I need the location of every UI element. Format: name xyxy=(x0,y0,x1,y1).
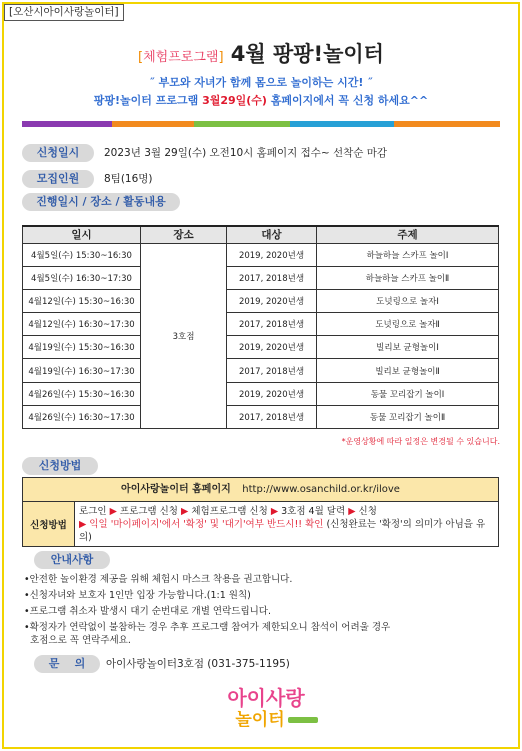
apply-warning: 익일 '마이페이지'에서 '확정' 및 '대기'여부 반드시!! 확인 xyxy=(89,519,324,530)
apply-site-header xyxy=(23,478,498,502)
cell-target: 2017, 2018년생 xyxy=(227,266,317,289)
page-title xyxy=(0,38,522,68)
col-header-place: 장소 xyxy=(141,226,227,243)
table-row xyxy=(23,266,499,289)
schedule-table xyxy=(22,225,499,429)
arrow-icon: ▶ xyxy=(270,506,282,517)
step-1: 로그인 xyxy=(79,506,107,517)
step-4: 3호점 4월 달력 xyxy=(281,506,346,517)
cell-date: 4월5일(수) 16:30~17:30 xyxy=(23,266,141,289)
cell-target: 2019, 2020년생 xyxy=(227,289,317,312)
arrow-icon: ▶ xyxy=(109,506,120,517)
contact-value: 아이사랑놀이터3호점 (031-375-1195) xyxy=(106,658,290,670)
cell-target: 2019, 2020년생 xyxy=(227,243,317,266)
step-3: 체험프로그램 신청 xyxy=(191,506,268,517)
apply-steps xyxy=(75,502,498,546)
cell-target: 2019, 2020년생 xyxy=(227,382,317,405)
apply-site-name: 아이사랑놀이터 홈페이지 xyxy=(121,484,231,495)
title-main: 4월 팡팡!놀이터 xyxy=(230,42,384,66)
guide-item: 호점으로 꼭 연락주세요. xyxy=(24,635,131,646)
cell-topic: 하늘하늘 스카프 놀이Ⅱ xyxy=(317,266,499,289)
logo-line2: 놀이터 xyxy=(235,710,285,730)
arrow-icon: ▶ xyxy=(79,519,90,530)
recruit-value: 8팀(16명) xyxy=(104,173,153,185)
contact-label xyxy=(34,655,100,673)
title-bracket-open: [ xyxy=(138,50,144,65)
cell-date: 4월12일(수) 15:30~16:30 xyxy=(23,289,141,312)
cell-date: 4월26일(수) 16:30~17:30 xyxy=(23,405,141,428)
guide-label: 안내사항 xyxy=(34,551,110,569)
cell-place: 3호점 xyxy=(141,243,227,429)
color-divider-segment xyxy=(22,121,112,127)
table-row xyxy=(23,405,499,428)
cell-topic: 동물 꼬리잡기 놀이Ⅰ xyxy=(317,382,499,405)
cell-date: 4월19일(수) 16:30~17:30 xyxy=(23,359,141,382)
guide-item: •안전한 놀이환경 제공을 위해 체험시 마스크 착용을 권고합니다. xyxy=(24,574,293,585)
subtitle-apply-notice xyxy=(0,92,522,108)
table-row xyxy=(23,313,499,336)
guide-item: •확정자가 연락없이 불참하는 경우 추후 프로그램 참여가 제한되오니 참석이 어려울 경우 xyxy=(24,622,391,633)
recruit-label: 모집인원 xyxy=(22,170,94,188)
cell-target: 2017, 2018년생 xyxy=(227,359,317,382)
apply-date-label: 신청일시 xyxy=(22,144,94,162)
col-header-date: 일시 xyxy=(23,226,141,243)
title-bracket-close: ] xyxy=(218,50,224,65)
apply-steps-row xyxy=(23,502,498,546)
cell-topic: 하늘하늘 스카프 놀이Ⅰ xyxy=(317,243,499,266)
brand-logo xyxy=(208,683,324,731)
table-row xyxy=(23,289,499,312)
cell-date: 4월12일(수) 16:30~17:30 xyxy=(23,313,141,336)
cell-topic: 도넛링으로 놀자Ⅰ xyxy=(317,289,499,312)
subtitle-pre: 팡팡!놀이터 프로그램 xyxy=(93,94,203,107)
subtitle-slogan: ˝ 부모와 자녀가 함께 몸으로 놀이하는 시간! ˝ xyxy=(149,76,373,89)
logo-graphic xyxy=(208,683,324,731)
schedule-note: *운영상황에 따라 일정은 변경될 수 있습니다. xyxy=(341,437,500,446)
apply-row-label: 신청방법 xyxy=(23,502,75,546)
title-tag: 체험프로그램 xyxy=(143,50,219,65)
table-row xyxy=(23,382,499,405)
apply-site-url[interactable]: http://www.osanchild.or.kr/ilove xyxy=(242,484,400,495)
color-divider-segment xyxy=(112,121,194,127)
arrow-icon: ▶ xyxy=(348,506,359,517)
cell-topic: 도넛링으로 놀자Ⅱ xyxy=(317,313,499,336)
col-header-topic: 주제 xyxy=(317,226,499,243)
subtitle-date: 3월29일(수) xyxy=(202,94,267,107)
color-divider-segment xyxy=(290,121,394,127)
col-header-target: 대상 xyxy=(227,226,317,243)
apply-method-box xyxy=(22,477,499,547)
logo-bar xyxy=(288,717,318,723)
org-tag: [오산시아이사랑놀이터] xyxy=(4,4,124,21)
cell-date: 4월26일(수) 15:30~16:30 xyxy=(23,382,141,405)
arrow-icon: ▶ xyxy=(181,506,192,517)
step-5: 신청 xyxy=(358,506,377,517)
color-divider-segment xyxy=(394,121,500,127)
guide-item: •신청자녀와 보호자 1인만 입장 가능합니다.(1:1 원칙) xyxy=(24,590,251,601)
program-label: 진행일시 / 장소 / 활동내용 xyxy=(22,193,180,211)
table-row xyxy=(23,336,499,359)
cell-target: 2017, 2018년생 xyxy=(227,313,317,336)
cell-target: 2019, 2020년생 xyxy=(227,336,317,359)
apply-warning-suffix: (신청완료는 '확정'의 의미가 아님을 유의) xyxy=(79,519,486,543)
cell-topic: 빌리보 균형놀이Ⅱ xyxy=(317,359,499,382)
cell-date: 4월19일(수) 15:30~16:30 xyxy=(23,336,141,359)
color-divider-segment xyxy=(194,121,290,127)
table-row xyxy=(23,243,499,266)
cell-topic: 빌리보 균형놀이Ⅰ xyxy=(317,336,499,359)
cell-target: 2017, 2018년생 xyxy=(227,405,317,428)
subtitle-post: 홈페이지에서 꼭 신청 하세요^^ xyxy=(266,94,429,107)
apply-date-value: 2023년 3월 29일(수) 오전10시 홈페이지 접수~ 선착순 마감 xyxy=(104,147,388,159)
logo-line1: 아이사랑 xyxy=(227,686,305,710)
guide-item: •프로그램 취소자 발생시 대기 순번대로 개별 연락드립니다. xyxy=(24,606,271,617)
cell-topic: 동물 꼬리잡기 놀이Ⅱ xyxy=(317,405,499,428)
apply-method-label: 신청방법 xyxy=(22,457,98,475)
contact-label-text: 문 의 xyxy=(48,657,86,670)
cell-date: 4월5일(수) 15:30~16:30 xyxy=(23,243,141,266)
table-row xyxy=(23,359,499,382)
step-2: 프로그램 신청 xyxy=(119,506,178,517)
